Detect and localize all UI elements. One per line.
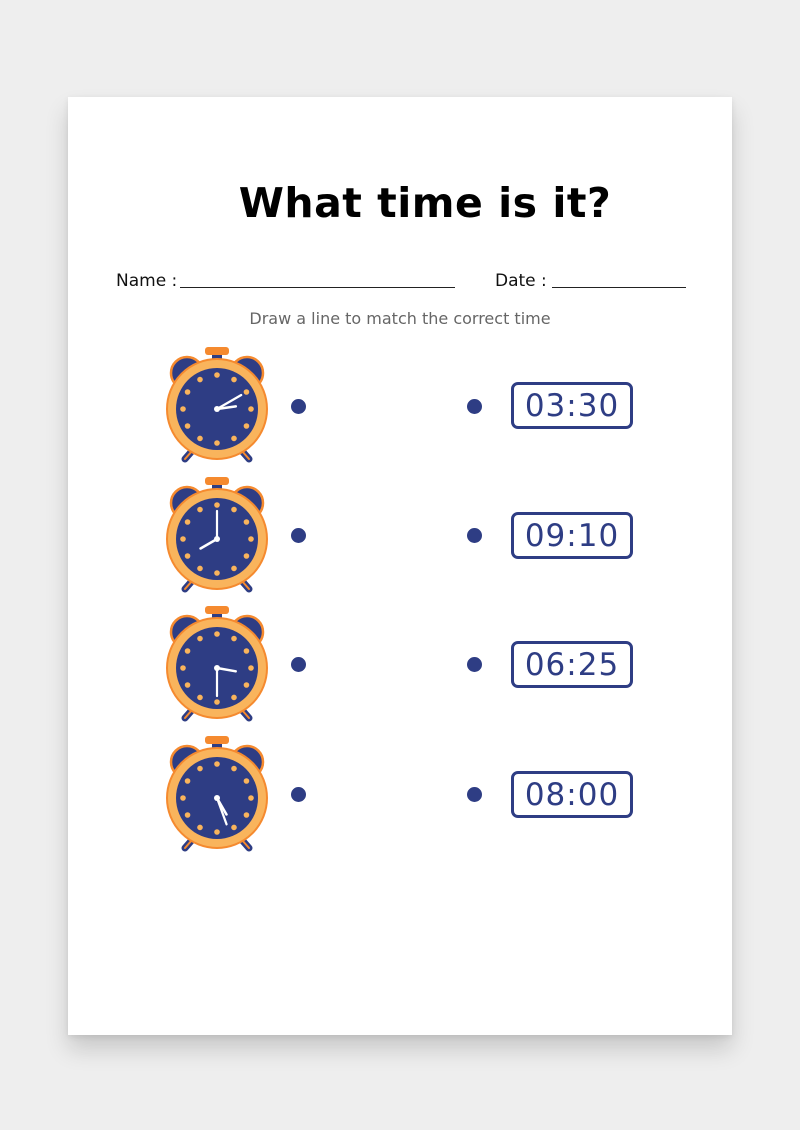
clock-hour-dot	[231, 636, 237, 642]
clock-hour-dot	[231, 766, 237, 772]
match-dot-left[interactable]	[291, 657, 306, 672]
clock-hour-dot	[244, 778, 250, 784]
clock-hour-dot	[248, 665, 254, 671]
clock-hour-dot	[214, 699, 220, 705]
clock-hour-dot	[180, 406, 186, 412]
clock-center	[214, 406, 220, 412]
clock-hour-dot	[244, 389, 250, 395]
worksheet-page	[68, 97, 732, 1035]
clock-hour-dot	[244, 519, 250, 525]
clock-hour-dot	[214, 440, 220, 446]
name-label: Name :	[116, 271, 178, 291]
clock-knob	[205, 347, 229, 355]
clock-hour-dot	[244, 812, 250, 818]
clock-hour-dot	[244, 648, 250, 654]
clock-hour-dot	[180, 665, 186, 671]
clock-hour-dot	[231, 825, 237, 831]
clock-hour-dot	[185, 682, 191, 688]
match-dot-right[interactable]	[467, 399, 482, 414]
digital-time-box: 09:10	[511, 512, 633, 559]
clock-hour-dot	[231, 507, 237, 513]
alarm-clock-3	[165, 606, 269, 724]
clock-hour-dot	[185, 423, 191, 429]
date-label: Date :	[495, 271, 547, 291]
clock-hour-dot	[197, 566, 203, 572]
clock-hour-dot	[197, 436, 203, 442]
clock-hour-dot	[214, 502, 220, 508]
digital-time-box: 03:30	[511, 382, 633, 429]
clock-hour-dot	[248, 406, 254, 412]
clock-hour-dot	[185, 812, 191, 818]
clock-hour-dot	[244, 553, 250, 559]
clock-knob	[205, 606, 229, 614]
match-dot-right[interactable]	[467, 528, 482, 543]
instruction-text: Draw a line to match the correct time	[249, 309, 551, 328]
clock-hour-dot	[197, 825, 203, 831]
clock-hour-dot	[185, 778, 191, 784]
clock-hour-dot	[197, 636, 203, 642]
clock-hour-dot	[244, 423, 250, 429]
match-dot-left[interactable]	[291, 399, 306, 414]
alarm-clock-icon	[165, 347, 269, 465]
match-dot-left[interactable]	[291, 787, 306, 802]
clock-hour-dot	[197, 377, 203, 383]
clock-hour-dot	[185, 389, 191, 395]
clock-hour-dot	[197, 695, 203, 701]
clock-hour-dot	[214, 372, 220, 378]
date-line[interactable]	[552, 287, 686, 288]
clock-hour-dot	[214, 631, 220, 637]
clock-hour-dot	[185, 648, 191, 654]
alarm-clock-icon	[165, 736, 269, 854]
alarm-clock-icon	[165, 606, 269, 724]
clock-hour-dot	[197, 766, 203, 772]
digital-time-box: 08:00	[511, 771, 633, 818]
clock-hour-dot	[248, 536, 254, 542]
clock-center	[214, 665, 220, 671]
clock-hour-dot	[214, 570, 220, 576]
clock-hour-dot	[248, 795, 254, 801]
worksheet-title: What time is it?	[238, 179, 612, 227]
clock-hour-dot	[244, 682, 250, 688]
alarm-clock-1	[165, 347, 269, 465]
clock-knob	[205, 736, 229, 744]
clock-hour-dot	[231, 436, 237, 442]
alarm-clock-icon	[165, 477, 269, 595]
clock-hour-dot	[197, 507, 203, 513]
match-dot-right[interactable]	[467, 657, 482, 672]
clock-center	[214, 795, 220, 801]
clock-hour-dot	[231, 566, 237, 572]
clock-hour-dot	[185, 519, 191, 525]
clock-knob	[205, 477, 229, 485]
clock-hour-dot	[231, 695, 237, 701]
clock-hour-dot	[231, 377, 237, 383]
clock-hour-dot	[180, 536, 186, 542]
clock-hour-dot	[214, 829, 220, 835]
clock-hour-dot	[185, 553, 191, 559]
digital-time-box: 06:25	[511, 641, 633, 688]
clock-hour-dot	[180, 795, 186, 801]
name-line[interactable]	[180, 287, 455, 288]
alarm-clock-2	[165, 477, 269, 595]
match-dot-left[interactable]	[291, 528, 306, 543]
clock-hour-dot	[214, 761, 220, 767]
clock-center	[214, 536, 220, 542]
match-dot-right[interactable]	[467, 787, 482, 802]
alarm-clock-4	[165, 736, 269, 854]
